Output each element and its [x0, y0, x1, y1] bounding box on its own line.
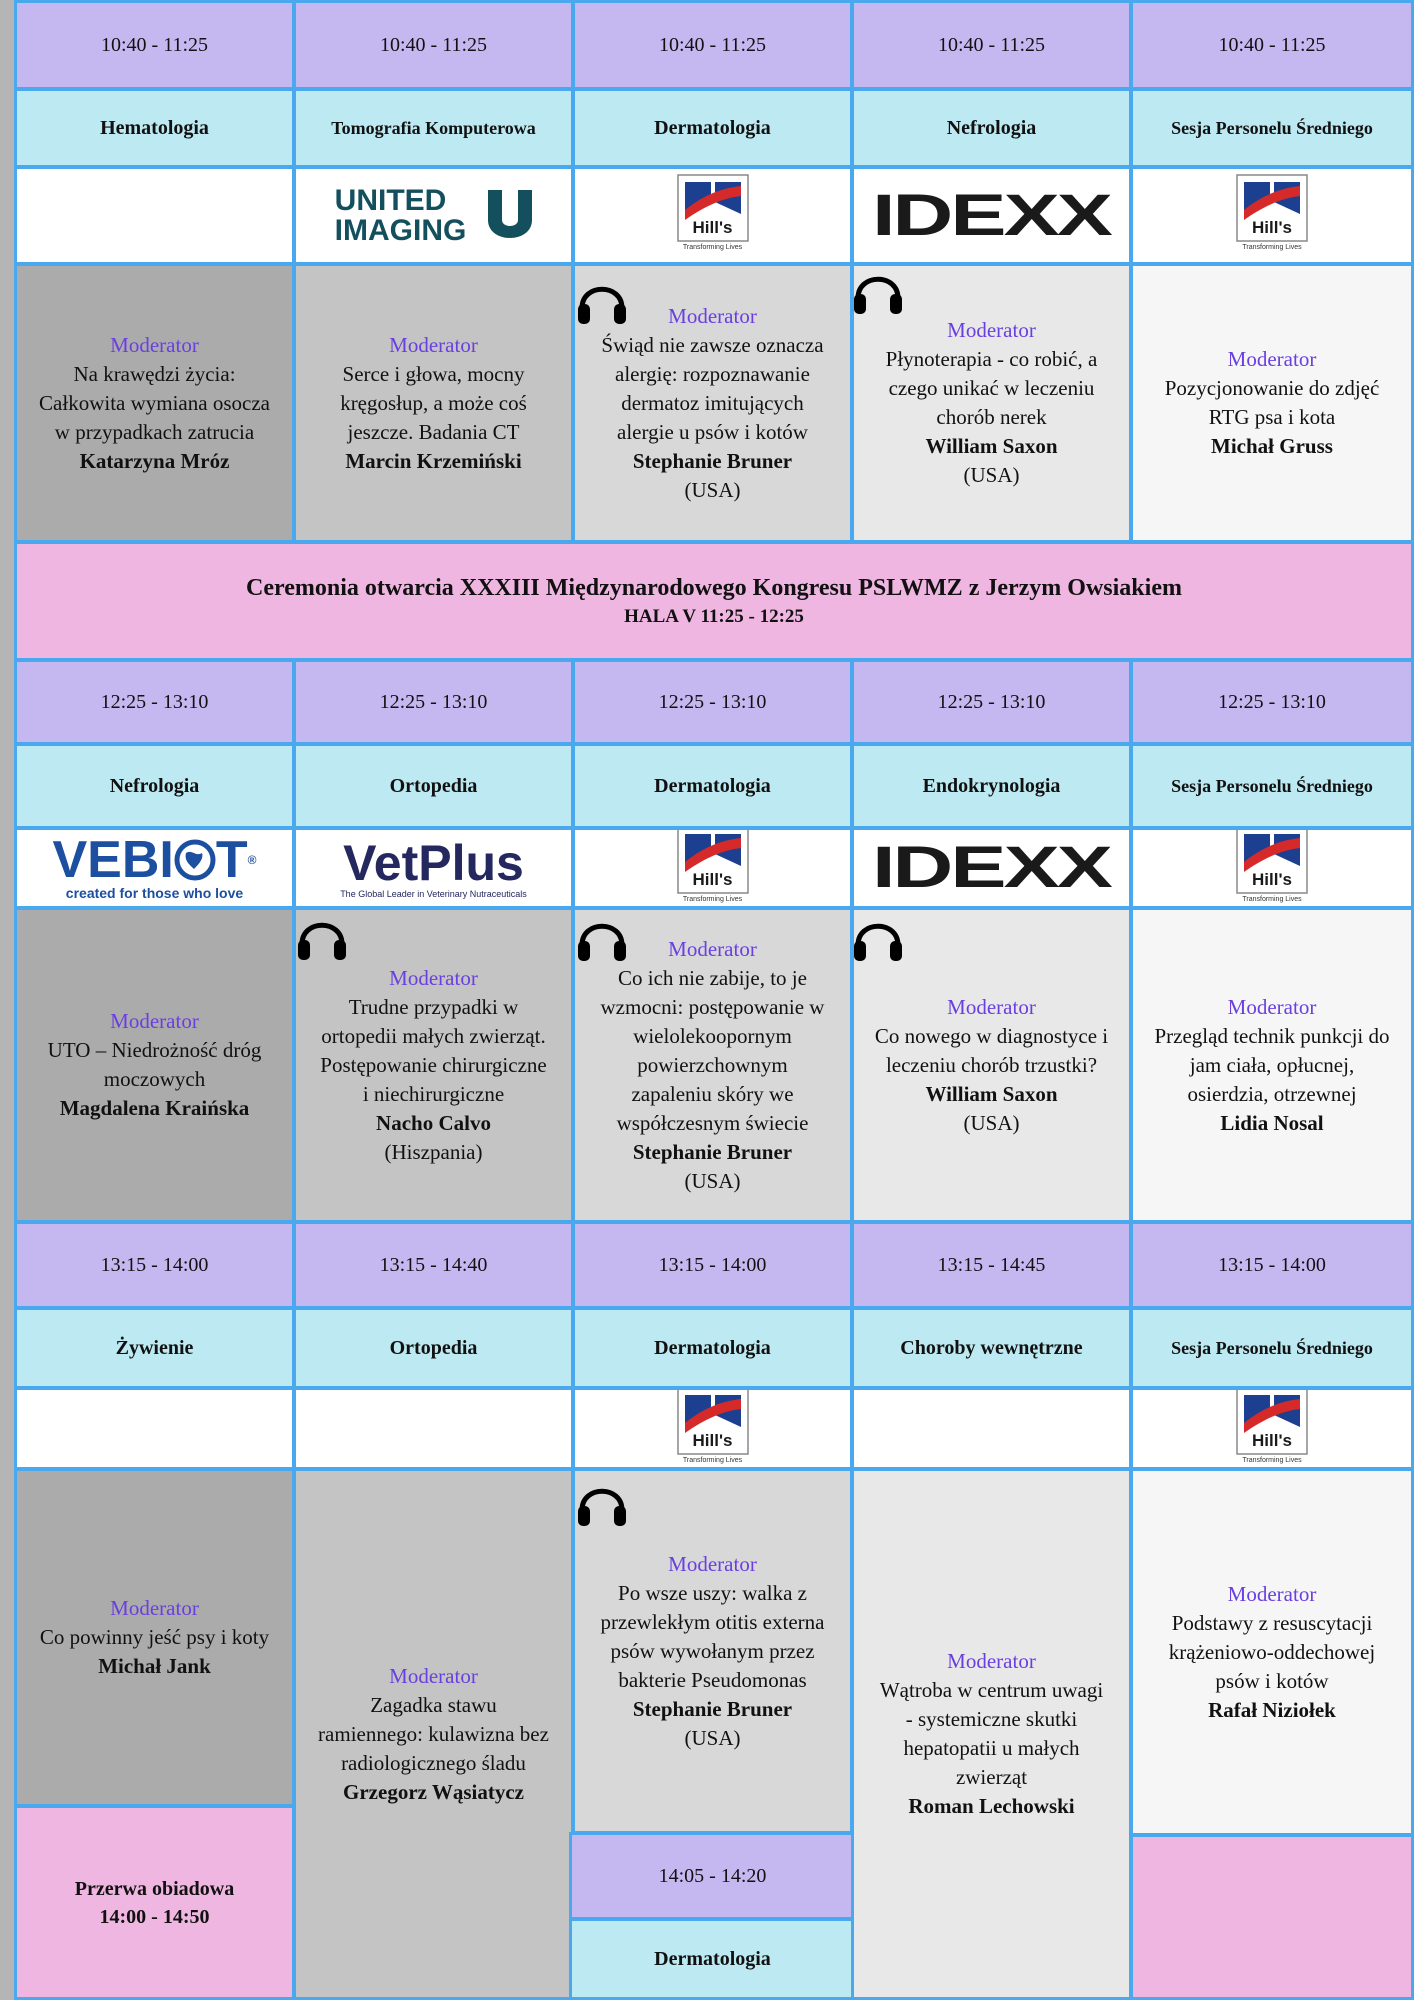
- headphones-icon: [851, 911, 905, 965]
- topic-cell: Dermatologia: [572, 88, 853, 168]
- talk-title: Co ich nie zabije, to je wzmocni: postępowanie w wielolekoopornym powierzchownym zapaleniu skóry we współczesnym świecie: [600, 965, 825, 1135]
- hills-logo-text: Hill's: [692, 217, 733, 237]
- speaker-country: (USA): [963, 463, 1020, 487]
- topic-cell: Sesja Personelu Średniego: [1130, 1307, 1414, 1389]
- speaker-country: (USA): [684, 477, 741, 502]
- moderator-label: Moderator: [947, 994, 1036, 1019]
- talk-cell: [293, 263, 574, 543]
- united-imaging-mark: [488, 190, 532, 242]
- talk-title: Przegląd technik punkcji do jam ciała, opłucnej, osierdzia, otrzewnej: [1154, 1023, 1390, 1106]
- moderator-label: Moderator: [668, 303, 757, 328]
- united-imaging-logo: [334, 183, 533, 247]
- headphones-icon: [575, 1476, 629, 1530]
- ceremony-title: Ceremonia otwarcia XXXIII Międzynarodowego Kongresu PSLWMZ z Jerzym Owsiakiem: [246, 574, 1182, 601]
- hills-logo: [677, 174, 749, 258]
- speaker-name: Grzegorz Wąsiatycz: [343, 1779, 524, 1804]
- topic-cell: Endokrynologia: [851, 743, 1132, 829]
- topic-cell: Hematologia: [14, 88, 295, 168]
- hills-logo-text: Hill's: [692, 870, 733, 889]
- time-cell: 13:15 - 14:00: [572, 1221, 853, 1309]
- time-cell: 13:15 - 14:45: [851, 1221, 1132, 1309]
- topic-cell: Dermatologia: [572, 743, 853, 829]
- speaker-country: (USA): [684, 1725, 741, 1750]
- hills-logo-tagline: Transforming Lives: [1242, 243, 1302, 251]
- topic-cell: Ortopedia: [293, 1307, 574, 1389]
- sponsor-cell: [293, 1387, 574, 1470]
- moderator-label: Moderator: [389, 965, 478, 990]
- speaker-name: William Saxon: [925, 1081, 1058, 1106]
- sponsor-cell: [851, 827, 1132, 909]
- sponsor-cell: [851, 1387, 1132, 1470]
- talk-title: Co nowego w diagnostyce i leczeniu chorób trzustki?: [874, 1023, 1109, 1077]
- lunch-break-cell: [14, 1805, 295, 2000]
- sponsor-cell: [1130, 166, 1414, 265]
- vebiot-logo-text-end: T: [215, 831, 248, 889]
- moderator-label: Moderator: [110, 1596, 199, 1620]
- talk-title: Serce i głowa, mocny kręgosłup, a może coś jeszcze. Badania CT: [340, 361, 527, 444]
- talk-cell: [14, 263, 295, 543]
- speaker-name: Stephanie Bruner: [632, 1139, 793, 1164]
- hills-logo-text: Hill's: [1252, 870, 1292, 889]
- hills-logo-tagline: Transforming Lives: [682, 896, 743, 903]
- moderator-label: Moderator: [389, 1663, 478, 1688]
- talk-title: Na krawędzi życia: Całkowita wymiana osocza w przypadkach zatrucia: [39, 361, 270, 444]
- time-cell: 10:40 - 11:25: [1130, 0, 1414, 90]
- vebiot-logo: [52, 831, 257, 901]
- time-cell: 10:40 - 11:25: [572, 0, 853, 90]
- talk-cell: [1130, 907, 1414, 1223]
- headphones-icon: [575, 911, 629, 965]
- sponsor-cell: [572, 166, 853, 265]
- sponsor-cell: [1130, 1387, 1414, 1470]
- topic-cell: Dermatologia: [572, 1307, 853, 1389]
- speaker-name: Lidia Nosal: [1220, 1110, 1324, 1135]
- registered-mark: ®: [247, 853, 257, 867]
- hills-logo-tagline: Transforming Lives: [1242, 896, 1302, 903]
- lunch-break-time: 14:00 - 14:50: [99, 1905, 210, 1928]
- moderator-label: Moderator: [1227, 1581, 1317, 1606]
- time-cell: 13:15 - 14:00: [1130, 1221, 1414, 1309]
- speaker-name: Rafał Niziołek: [1208, 1697, 1336, 1722]
- talk-title: Zagadka stawu ramiennego: kulawizna bez radiologicznego śladu: [318, 1692, 549, 1775]
- headphones-icon: [295, 910, 349, 964]
- talk-cell: [14, 907, 295, 1223]
- sponsor-cell: [851, 166, 1132, 265]
- talk-title: Płynoterapia - co robić, a czego unikać w leczeniu chorób nerek: [885, 347, 1098, 429]
- speaker-name: William Saxon: [925, 434, 1058, 458]
- time-cell: 10:40 - 11:25: [851, 0, 1132, 90]
- time-cell: 10:40 - 11:25: [14, 0, 295, 90]
- speaker-name: Stephanie Bruner: [632, 448, 793, 473]
- speaker-name: Katarzyna Mróz: [79, 448, 230, 473]
- time-cell: 12:25 - 13:10: [572, 659, 853, 745]
- hills-logo: [1236, 827, 1308, 909]
- topic-cell: Sesja Personelu Średniego: [1130, 743, 1414, 829]
- speaker-name: Marcin Krzemiński: [345, 448, 522, 473]
- hills-logo-tagline: Transforming Lives: [1242, 1456, 1302, 1464]
- talk-title: UTO – Niedrożność dróg moczowych: [47, 1038, 262, 1091]
- topic-cell: Ortopedia: [293, 743, 574, 829]
- talk-title: Trudne przypadki w ortopedii małych zwierząt. Postępowanie chirurgiczne i niechirurgiczne: [320, 994, 547, 1106]
- topic-cell: Nefrologia: [851, 88, 1132, 168]
- hills-logo: [677, 827, 749, 909]
- ceremony-subtitle: HALA V 11:25 - 12:25: [624, 605, 804, 627]
- idexx-logo: IDEXX: [872, 182, 1111, 248]
- sponsor-cell: [14, 827, 295, 909]
- sponsor-cell: [572, 827, 853, 909]
- moderator-label: Moderator: [1227, 347, 1317, 371]
- sponsor-cell: [293, 166, 574, 265]
- topic-cell: Choroby wewnętrzne: [851, 1307, 1132, 1389]
- topic-cell: Żywienie: [14, 1307, 295, 1389]
- time-cell: 12:25 - 13:10: [851, 659, 1132, 745]
- speaker-country: (USA): [963, 1110, 1020, 1135]
- topic-cell: Nefrologia: [14, 743, 295, 829]
- lunch-break-title: Przerwa obiadowa: [74, 1877, 235, 1900]
- united-imaging-line2: IMAGING: [334, 213, 467, 247]
- topic-cell: Tomografia Komputerowa: [293, 88, 574, 168]
- hills-logo-tagline: Transforming Lives: [682, 243, 743, 251]
- talk-title: Świąd nie zawsze oznacza alergię: rozpoznawanie dermatoz imitujących alergie u psów i kotów: [601, 332, 824, 444]
- vebiot-logo-text: VEBI: [52, 831, 174, 889]
- talk-cell: [14, 1468, 295, 1807]
- speaker-name: Roman Lechowski: [908, 1794, 1075, 1818]
- talk-cell: [1130, 263, 1414, 543]
- moderator-label: Moderator: [1227, 994, 1317, 1019]
- ceremony-banner: [14, 541, 1414, 661]
- moderator-label: Moderator: [947, 318, 1036, 342]
- headphones-icon: [575, 274, 629, 328]
- time-cell: 13:15 - 14:00: [14, 1221, 295, 1309]
- hills-logo-text: Hill's: [1252, 217, 1292, 237]
- hills-logo-tagline: Transforming Lives: [682, 1456, 743, 1464]
- break-cell: [1130, 1834, 1414, 2000]
- moderator-label: Moderator: [668, 1551, 757, 1576]
- sponsor-cell: [14, 166, 295, 265]
- sponsor-cell: [572, 1387, 853, 1470]
- moderator-label: Moderator: [389, 332, 478, 357]
- time-cell: 12:25 - 13:10: [1130, 659, 1414, 745]
- time-cell: 12:25 - 13:10: [14, 659, 295, 745]
- vebiot-logo-tagline: created for those who love: [65, 885, 244, 901]
- sponsor-cell: [293, 827, 574, 909]
- topic-cell: Sesja Personelu Średniego: [1130, 88, 1414, 168]
- moderator-label: Moderator: [110, 332, 199, 357]
- time-cell: 12:25 - 13:10: [293, 659, 574, 745]
- idexx-logo: IDEXX: [872, 835, 1111, 900]
- hills-logo: [1236, 174, 1308, 258]
- speaker-country: (USA): [684, 1168, 741, 1193]
- left-margin: [0, 0, 14, 2000]
- talk-title: Co powinny jeść psy i koty: [39, 1625, 270, 1649]
- speaker-name: Magdalena Kraińska: [59, 1096, 250, 1120]
- sponsor-cell: [1130, 827, 1414, 909]
- vetplus-logo-tagline: The Global Leader in Veterinary Nutraceuticals: [340, 889, 527, 899]
- united-imaging-line1: UNITED: [334, 183, 447, 217]
- topic-cell: Dermatologia: [569, 1918, 856, 2000]
- speaker-name: Stephanie Bruner: [632, 1696, 793, 1721]
- hills-logo: [677, 1387, 749, 1470]
- vetplus-logo-text: VetPlus: [343, 835, 524, 891]
- moderator-label: Moderator: [947, 1649, 1036, 1673]
- vetplus-logo: [340, 837, 527, 899]
- headphones-icon: [851, 264, 905, 318]
- moderator-label: Moderator: [110, 1009, 199, 1033]
- talk-title: Pozycjonowanie do zdjęć RTG psa i kota: [1164, 376, 1380, 429]
- hills-logo: [1236, 1387, 1308, 1470]
- talk-cell: [293, 1468, 574, 2000]
- time-cell: 14:05 - 14:20: [569, 1832, 856, 1920]
- time-cell: 13:15 - 14:40: [293, 1221, 574, 1309]
- speaker-name: Michał Jank: [98, 1654, 211, 1678]
- talk-title: Podstawy z resuscytacji krążeniowo-oddechowej psów i kotów: [1168, 1610, 1376, 1693]
- talk-cell: [1130, 1468, 1414, 1836]
- talk-cell: [851, 1468, 1132, 2000]
- globe-icon: [174, 839, 216, 881]
- talk-title: Po wsze uszy: walka z przewlekłym otitis externa psów wywołanym przez bakterie Pseudomonas: [600, 1580, 825, 1692]
- time-cell: 10:40 - 11:25: [293, 0, 574, 90]
- speaker-country: (Hiszpania): [384, 1139, 483, 1164]
- talk-title: Wątroba w centrum uwagi - systemiczne skutki hepatopatii u małych zwierząt: [879, 1678, 1104, 1789]
- moderator-label: Moderator: [668, 936, 757, 961]
- hills-logo-text: Hill's: [1252, 1430, 1292, 1450]
- speaker-name: Nacho Calvo: [376, 1110, 491, 1135]
- hills-logo-text: Hill's: [692, 1430, 733, 1450]
- sponsor-cell: [14, 1387, 295, 1470]
- speaker-name: Michał Gruss: [1211, 434, 1333, 458]
